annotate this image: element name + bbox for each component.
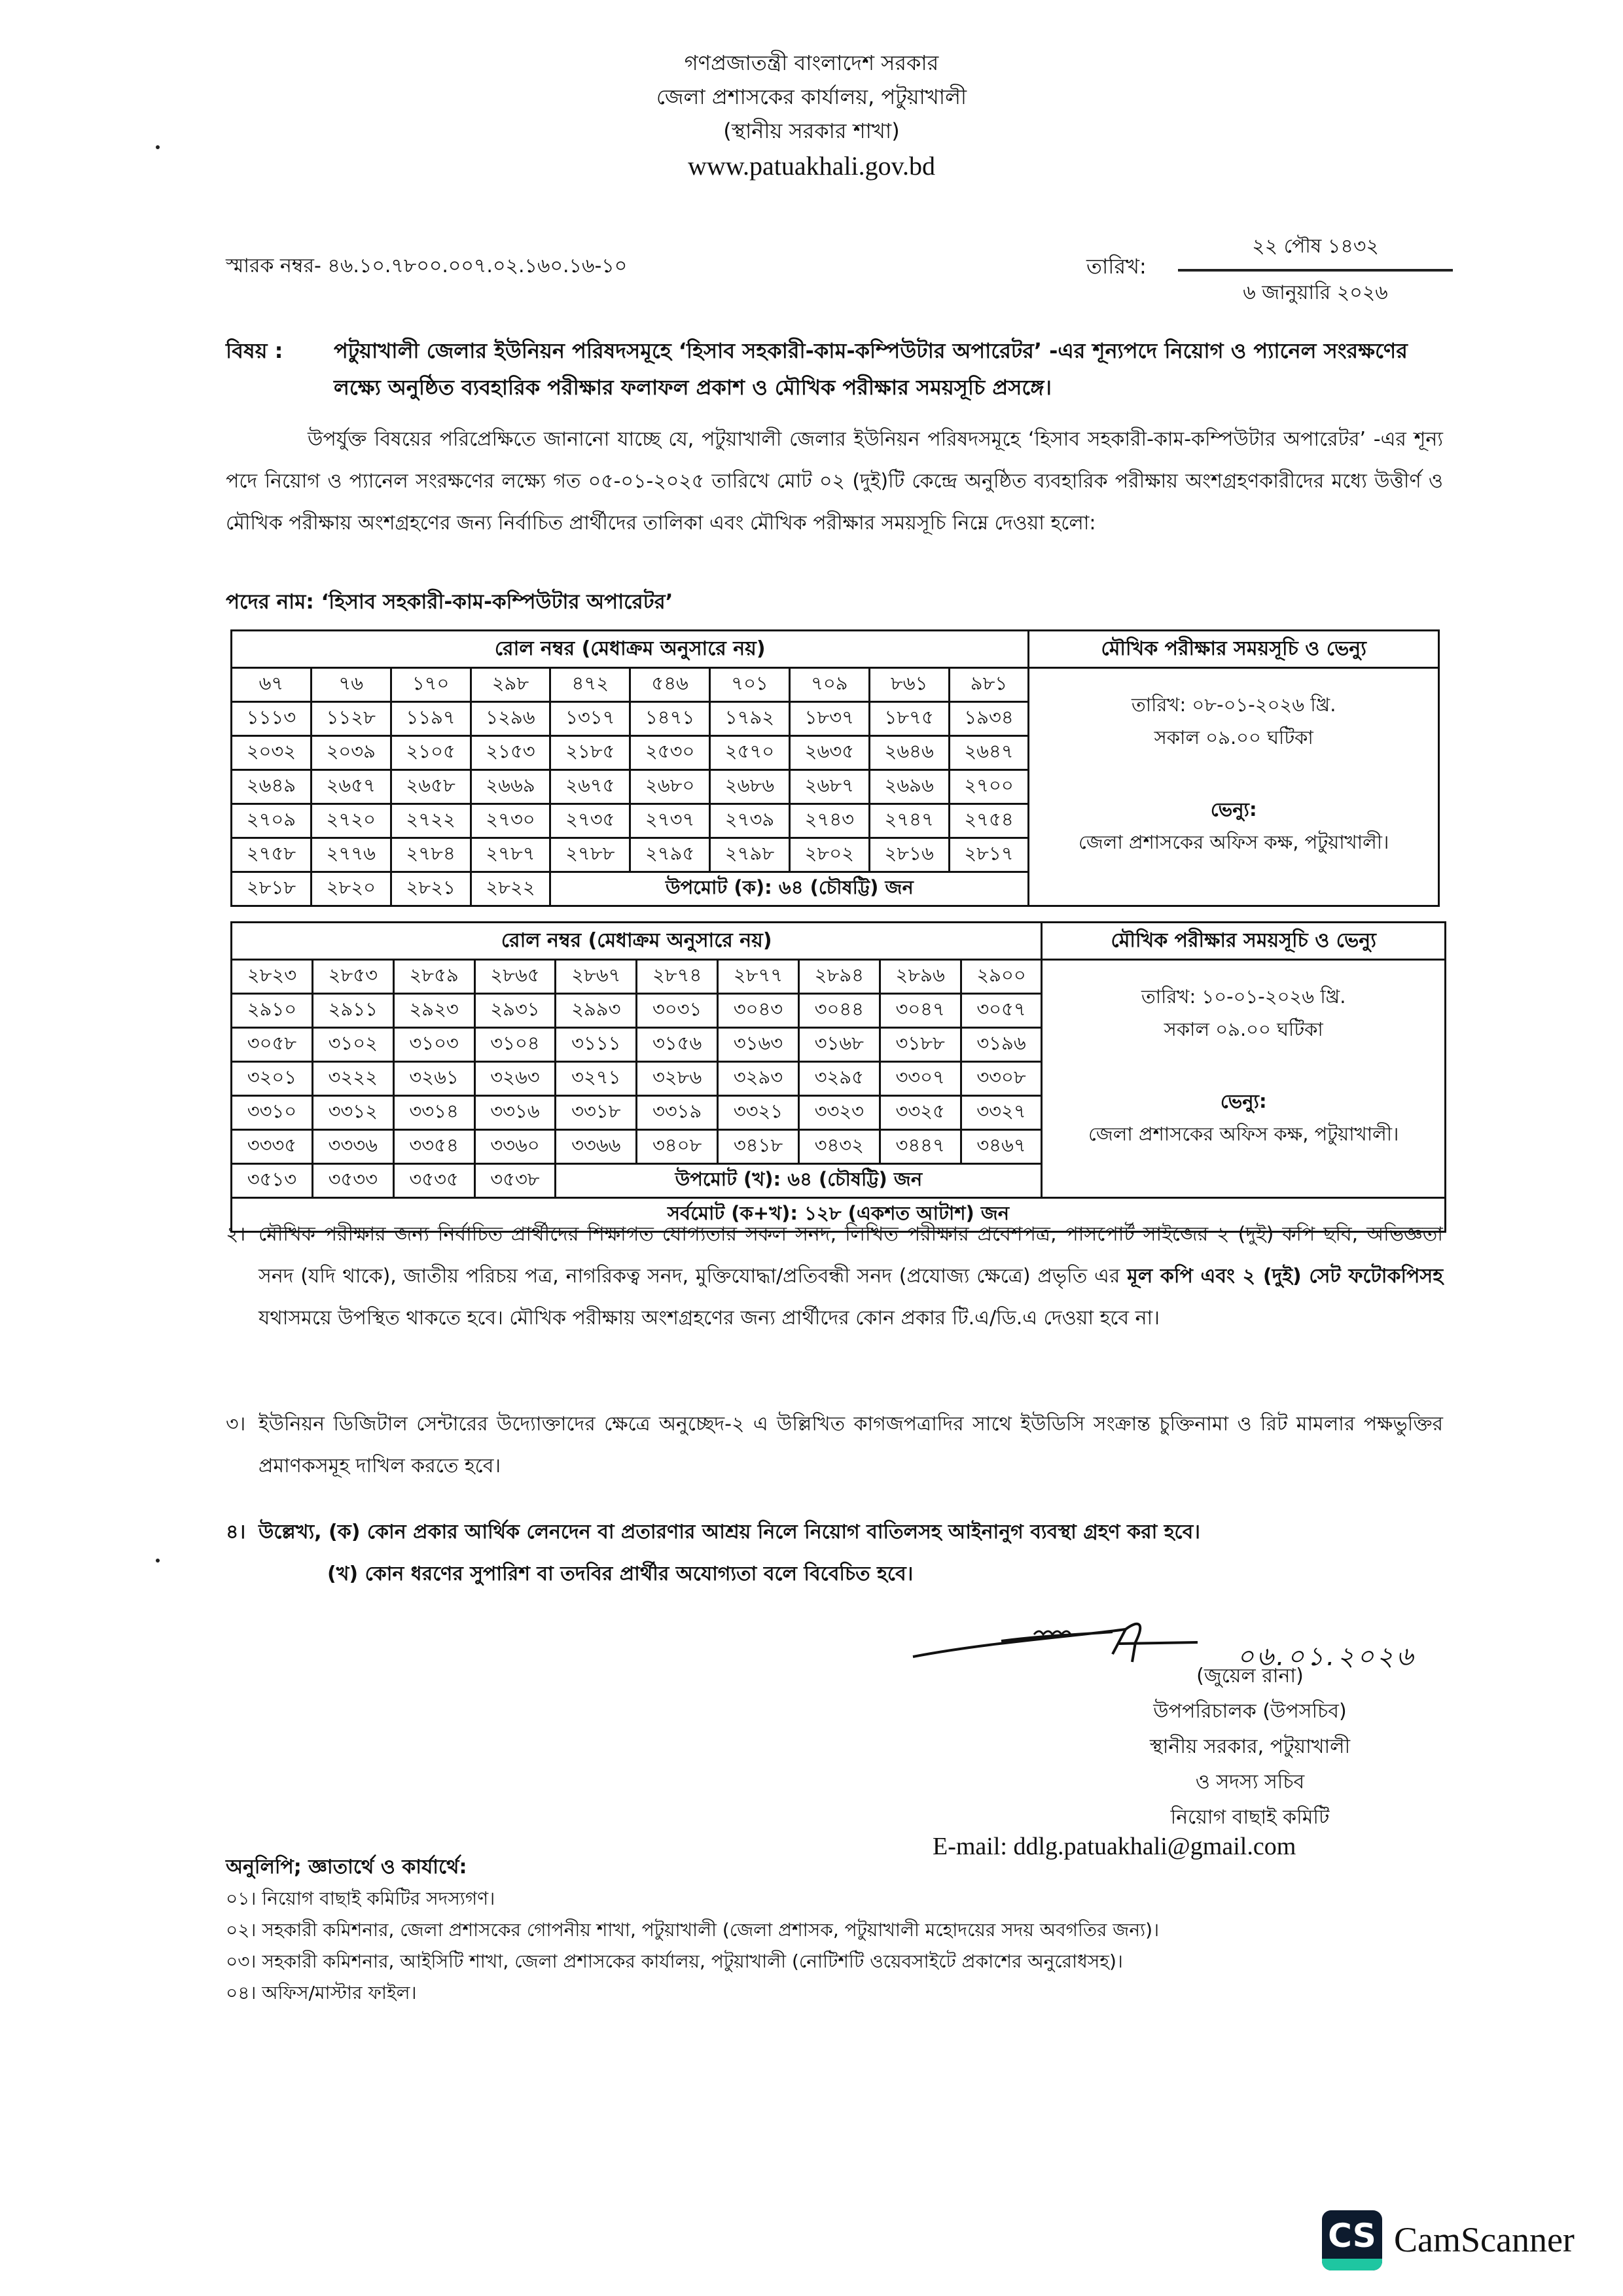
roll-cell: ২৭৩৯ xyxy=(710,804,790,838)
roll-cell: ২৯১০ xyxy=(232,994,313,1028)
roll-cell: ২০৩৯ xyxy=(311,736,391,770)
roll-cell: ৩৩৩৫ xyxy=(232,1130,313,1164)
roll-cell: ২৭৮৪ xyxy=(391,838,471,872)
roll-cell: ২৯৯৩ xyxy=(556,994,637,1028)
roll-cell: ৩৩১৮ xyxy=(556,1096,637,1130)
roll-cell: ৩৩২৫ xyxy=(880,1096,961,1130)
note-2 xyxy=(226,1214,1443,1339)
roll-cell: ২৫৩০ xyxy=(630,736,710,770)
venue: জেলা প্রশাসকের অফিস কক্ষ, পটুয়াখালী। xyxy=(1079,831,1389,853)
signer-office: স্থানীয় সরকার, পটুয়াখালী xyxy=(1149,1735,1351,1758)
roll-cell: ২৬৫৭ xyxy=(311,770,391,804)
subtotal-ka: উপমোট (ক): ৬৪ (চৌষট্টি) জন xyxy=(550,872,1029,906)
roll-cell: ২৮১৮ xyxy=(232,872,312,906)
roll-cell: ২৮৬৫ xyxy=(474,960,556,994)
roll-cell: ২৭০৯ xyxy=(232,804,312,838)
roll-cell: ২৮৫৯ xyxy=(393,960,474,994)
committee-name: নিয়োগ বাছাই কমিটি xyxy=(1170,1806,1330,1829)
subject-text: পটুয়াখালী জেলার ইউনিয়ন পরিষদসমূহে ‘হিসাব সহকারী-কাম-কম্পিউটার অপারেটর’ -এর শূন্যপদে নিয়োগ ও প্যানেল সংরক্ষণের লক্ষ্যে অনুষ্ঠিত ব্যবহারিক পরীক্ষার ফলাফল প্রকাশ ও মৌখিক পরীক্ষার সময়সূচি প্রসঙ্গে। xyxy=(334,338,1408,400)
schedule-header: মৌখিক পরীক্ষার সময়সূচি ও ভেন্যু xyxy=(1029,631,1439,668)
roll-cell: ২৭৩০ xyxy=(471,804,550,838)
schedule-cell xyxy=(1029,668,1439,906)
table-row xyxy=(232,960,1446,994)
roll-cell: ৩১৫৬ xyxy=(637,1028,718,1062)
roll-cell: ২০৩২ xyxy=(232,736,312,770)
roll-cell: ২৮৭৪ xyxy=(637,960,718,994)
roll-cell: ২৯১১ xyxy=(312,994,393,1028)
note-3-number: ৩। xyxy=(226,1413,246,1436)
roll-cell: ১৩১৭ xyxy=(550,702,630,736)
roll-cell: ৬৭ xyxy=(232,668,312,702)
roll-cell: ২৭৭৬ xyxy=(311,838,391,872)
roll-cell: ২৮০২ xyxy=(789,838,869,872)
note-2-body xyxy=(259,1214,1443,1339)
roll-cell: ৩১০৩ xyxy=(393,1028,474,1062)
note-2-number: ২। xyxy=(226,1223,246,1246)
roll-cell: ২৬৬৯ xyxy=(471,770,550,804)
cc-item: ০২। সহকারী কমিশনার, জেলা প্রশাসকের গোপনীয় শাখা, পটুয়াখালী (জেলা প্রশাসক, পটুয়াখালী মহোদয়ের সদয় অবগতির জন্য)। xyxy=(226,1919,1160,1941)
signer-name: (জুয়েল রানা) xyxy=(1196,1665,1304,1687)
interview-date: তারিখ: ১০-০১-২০২৬ খ্রি. xyxy=(1141,985,1346,1008)
roll-cell: ১১২৮ xyxy=(311,702,391,736)
subject xyxy=(226,332,1443,406)
branch-title: (স্থানীয় সরকার শাখা) xyxy=(723,118,900,143)
roll-cell: ৩৫৩৩ xyxy=(312,1164,393,1198)
roll-cell: ৩১১১ xyxy=(556,1028,637,1062)
roll-cell: ৩৫৩৫ xyxy=(393,1164,474,1198)
roll-cell: ৩২৬৩ xyxy=(474,1062,556,1096)
roll-cell: ২৮৭৭ xyxy=(718,960,799,994)
roll-cell: ২৭০০ xyxy=(949,770,1029,804)
date-bangla: ২২ পৌষ ১৪৩২ xyxy=(1252,235,1379,258)
roll-cell: ৩১০৪ xyxy=(474,1028,556,1062)
handwritten-date: ০৬.০১.২০২৬ xyxy=(1237,1642,1416,1672)
roll-cell: ৪৭২ xyxy=(550,668,630,702)
signer-designation: উপপরিচালক (উপসচিব) xyxy=(1153,1700,1347,1723)
roll-cell: ৩০৪৩ xyxy=(718,994,799,1028)
roll-cell: ৩২৯৫ xyxy=(798,1062,880,1096)
table-row xyxy=(232,668,1439,702)
roll-cell: ৩৪১৮ xyxy=(718,1130,799,1164)
date-divider xyxy=(1178,269,1453,272)
roll-cell: ২৯০০ xyxy=(961,960,1042,994)
note-4 xyxy=(226,1511,1443,1595)
note-4-number: ৪। xyxy=(226,1521,246,1544)
roll-cell: ২৯২৩ xyxy=(393,994,474,1028)
camscanner-logo-text: CS xyxy=(1328,2217,1376,2255)
roll-table-1 xyxy=(230,629,1440,907)
roll-header: রোল নম্বর (মেধাক্রম অনুসারে নয়) xyxy=(232,923,1042,960)
roll-cell: ২৮৫৩ xyxy=(312,960,393,994)
roll-cell: ৭৬ xyxy=(311,668,391,702)
roll-cell: ২৮৬৭ xyxy=(556,960,637,994)
roll-cell: ৩১০২ xyxy=(312,1028,393,1062)
roll-cell: ২৯৩১ xyxy=(474,994,556,1028)
government-title: গণপ্রজাতন্ত্রী বাংলাদেশ সরকার xyxy=(684,50,939,75)
roll-cell: ৩৩৬০ xyxy=(474,1130,556,1164)
roll-cell: ২৭৩৭ xyxy=(630,804,710,838)
note-2-text: মৌখিক পরীক্ষার জন্য নির্বাচিত প্রার্থীদের শিক্ষাগত যোগ্যতার সকল সনদ, লিখিত পরীক্ষার প্রবেশপত্র, পাসপোর্ট সাইজের ২ (দুই) কপি ছবি, অভিজ্ঞতা সনদ (যদি থাকে), জাতীয় পরিচয় পত্র, নাগরিকত্ব সনদ, মুক্তিযোদ্ধা/প্রতিবন্ধী সনদ (প্রযোজ্য ক্ষেত্রে) প্রভৃতি এর xyxy=(259,1223,1443,1288)
roll-cell: ২৭২২ xyxy=(391,804,471,838)
camscanner-brand: CamScanner xyxy=(1394,2220,1575,2259)
subject-label: বিষয় : xyxy=(226,338,283,363)
note-3 xyxy=(226,1404,1443,1487)
roll-cell: ৩০৪৪ xyxy=(798,994,880,1028)
schedule-header: মৌখিক পরীক্ষার সময়সূচি ও ভেন্যু xyxy=(1042,923,1446,960)
roll-cell: ২৭৯৮ xyxy=(710,838,790,872)
roll-cell: ২৬৯৬ xyxy=(869,770,949,804)
roll-cell: ৩৩১৬ xyxy=(474,1096,556,1130)
roll-cell: ৩৪৪৭ xyxy=(880,1130,961,1164)
roll-cell: ১১৯৭ xyxy=(391,702,471,736)
roll-cell: ১২৯৬ xyxy=(471,702,550,736)
roll-cell: ৫৪৬ xyxy=(630,668,710,702)
venue-label: ভেন্যু: xyxy=(1220,1090,1267,1112)
roll-cell: ১৭৯২ xyxy=(710,702,790,736)
cc-item: ০১। নিয়োগ বাছাই কমিটির সদস্যগণ। xyxy=(226,1888,495,1909)
office-title: জেলা প্রশাসকের কার্যালয়, পটুয়াখালী xyxy=(656,84,967,109)
roll-cell: ৩৩২৭ xyxy=(961,1096,1042,1130)
roll-cell: ৩১৯৬ xyxy=(961,1028,1042,1062)
scan-speck xyxy=(156,1559,160,1563)
roll-cell: ৩২৬১ xyxy=(393,1062,474,1096)
roll-cell: ২৭৪৩ xyxy=(789,804,869,838)
grand-total: সর্বমোট (ক+খ): ১২৮ (একশত আটাশ) জন xyxy=(232,1198,1446,1232)
signature-block xyxy=(1021,1659,1479,1835)
roll-cell: ৩৩৬৬ xyxy=(556,1130,637,1164)
roll-cell: ২৮২২ xyxy=(471,872,550,906)
roll-cell: ৩৩১২ xyxy=(312,1096,393,1130)
roll-cell: ২৭৯৫ xyxy=(630,838,710,872)
roll-cell: ৩২৯৩ xyxy=(718,1062,799,1096)
cc-title: অনুলিপি; জ্ঞাতার্থে ও কার্যার্থে: xyxy=(226,1856,467,1879)
roll-cell: ২৮১৬ xyxy=(869,838,949,872)
roll-cell: ৩৩১৯ xyxy=(637,1096,718,1130)
roll-cell: ৩৩৫৪ xyxy=(393,1130,474,1164)
roll-cell: ২৭৫৮ xyxy=(232,838,312,872)
camscanner-logo-accent xyxy=(1322,2259,1382,2270)
date-block xyxy=(1178,230,1453,310)
roll-cell: ১৮৭৫ xyxy=(869,702,949,736)
contact-email[interactable]: E-mail: ddlg.patuakhali@gmail.com xyxy=(933,1833,1296,1860)
roll-table-2 xyxy=(230,921,1446,1233)
roll-cell: ১১১৩ xyxy=(232,702,312,736)
roll-cell: ৩৪৩২ xyxy=(798,1130,880,1164)
interview-time: সকাল ০৯.০০ ঘটিকা xyxy=(1154,726,1313,749)
roll-cell: ২৬৭৫ xyxy=(550,770,630,804)
roll-cell: ৩৩০৮ xyxy=(961,1062,1042,1096)
roll-cell: ৩২৭১ xyxy=(556,1062,637,1096)
cc-item: ০৩। সহকারী কমিশনার, আইসিটি শাখা, জেলা প্রশাসকের কার্যালয়, পটুয়াখালী (নোটিশটি ওয়েবসাইটে প্রকাশের অনুরোধসহ)। xyxy=(226,1951,1123,1972)
date-label: তারিখ: xyxy=(1086,254,1147,279)
camscanner-logo-icon xyxy=(1322,2210,1382,2270)
roll-cell: ৩৩১০ xyxy=(232,1096,313,1130)
roll-cell: ৩২০১ xyxy=(232,1062,313,1096)
roll-cell: ২৭৮৮ xyxy=(550,838,630,872)
note-2-bold-text: মূল কপি এবং ২ (দুই) সেট ফটোকপিসহ xyxy=(1127,1265,1443,1288)
venue: জেলা প্রশাসকের অফিস কক্ষ, পটুয়াখালী। xyxy=(1088,1123,1399,1145)
roll-cell: ২৮২০ xyxy=(311,872,391,906)
roll-cell: ২৭২০ xyxy=(311,804,391,838)
roll-cell: ২৮২৩ xyxy=(232,960,313,994)
memo-number: স্মারক নম্বর- ৪৬.১০.৭৮০০.০০৭.০২.১৬০.১৬-১০ xyxy=(226,255,628,277)
schedule-cell xyxy=(1042,960,1446,1198)
roll-cell: ৩০৫৮ xyxy=(232,1028,313,1062)
roll-cell: ৮৬১ xyxy=(869,668,949,702)
roll-cell: ২৬৫৮ xyxy=(391,770,471,804)
roll-cell: ২৮৯৪ xyxy=(798,960,880,994)
roll-cell: ২৭৫৪ xyxy=(949,804,1029,838)
roll-cell: ১৪৭১ xyxy=(630,702,710,736)
roll-cell: ২১৮৫ xyxy=(550,736,630,770)
roll-cell: ১৭০ xyxy=(391,668,471,702)
roll-cell: ২১০৫ xyxy=(391,736,471,770)
roll-cell: ৩৩০৭ xyxy=(880,1062,961,1096)
roll-cell: ৯৮১ xyxy=(949,668,1029,702)
roll-cell: ৩১৬৩ xyxy=(718,1028,799,1062)
roll-cell: ৩০৫৭ xyxy=(961,994,1042,1028)
roll-cell: ২৭৪৭ xyxy=(869,804,949,838)
roll-cell: ২৬৪৬ xyxy=(869,736,949,770)
post-name: পদের নাম: ‘হিসাব সহকারী-কাম-কম্পিউটার অপারেটর’ xyxy=(226,590,673,614)
roll-cell: ৩০৩১ xyxy=(637,994,718,1028)
roll-cell: ৭০১ xyxy=(710,668,790,702)
note-2-text-end: যথাসময়ে উপস্থিত থাকতে হবে। মৌখিক পরীক্ষায় অংশগ্রহণের জন্য প্রার্থীদের কোন প্রকার টি.এ/ডি.এ দেওয়া হবে না। xyxy=(259,1307,1160,1330)
note-3-body: ইউনিয়ন ডিজিটাল সেন্টারের উদ্যোক্তাদের ক্ষেত্রে অনুচ্ছেদ-২ এ উল্লিখিত কাগজপত্রাদির সাথে ইউডিসি সংক্রান্ত চুক্তিনামা ও রিট মামলার পক্ষভুক্তির প্রমাণকসমূহ দাখিল করতে হবে। xyxy=(259,1413,1443,1477)
subtotal-kha: উপমোট (খ): ৬৪ (চৌষট্টি) জন xyxy=(556,1164,1042,1198)
roll-cell: ২৬৪৯ xyxy=(232,770,312,804)
roll-cell: ৩৫৩৮ xyxy=(474,1164,556,1198)
website-link[interactable]: www.patuakhali.gov.bd xyxy=(687,151,936,181)
letterhead xyxy=(0,46,1623,185)
roll-cell: ৩৪৬৭ xyxy=(961,1130,1042,1164)
roll-cell: ৩০৪৭ xyxy=(880,994,961,1028)
roll-cell: ৩৩২৩ xyxy=(798,1096,880,1130)
roll-cell: ৩২২২ xyxy=(312,1062,393,1096)
roll-cell: ২৭৮৭ xyxy=(471,838,550,872)
roll-cell: ১৯৩৪ xyxy=(949,702,1029,736)
interview-time: সকাল ০৯.০০ ঘটিকা xyxy=(1164,1018,1323,1040)
intro-paragraph: উপর্যুক্ত বিষয়ের পরিপ্রেক্ষিতে জানানো যাচ্ছে যে, পটুয়াখালী জেলার ইউনিয়ন পরিষদসমূহে ‘হিসাব সহকারী-কাম-কম্পিউটার অপারেটর’ -এর শূন্য পদে নিয়োগ ও প্যানেল সংরক্ষণের লক্ষ্যে গত ০৫-০১-২০২৫ তারিখে মোট ০২ (দুই)টি কেন্দ্রে অনুষ্ঠিত ব্যবহারিক পরীক্ষায় অংশগ্রহণকারীদের মধ্যে উত্তীর্ণ ও মৌখিক পরীক্ষায় অংশগ্রহণের জন্য নির্বাচিত প্রার্থীদের তালিকা এবং মৌখিক পরীক্ষার সময়সূচি নিম্নে দেওয়া হলো: xyxy=(226,428,1443,535)
roll-cell: ৩৩৩৬ xyxy=(312,1130,393,1164)
roll-cell: ৭০৯ xyxy=(789,668,869,702)
roll-cell: ২৬৩৫ xyxy=(789,736,869,770)
note-4b: (খ) কোন ধরণের সুপারিশ বা তদবির প্রার্থীর অযোগ্যতা বলে বিবেচিত হবে। xyxy=(327,1563,914,1585)
roll-cell: ২৬৪৭ xyxy=(949,736,1029,770)
roll-cell: ২৬৮০ xyxy=(630,770,710,804)
note-4a: উল্লেখ্য, (ক) কোন প্রকার আর্থিক লেনদেন বা প্রতারণার আশ্রয় নিলে নিয়োগ বাতিলসহ আইনানুগ ব্যবস্থা গ্রহণ করা হবে। xyxy=(259,1521,1201,1544)
roll-cell: ৩৩২১ xyxy=(718,1096,799,1130)
cc-list xyxy=(226,1852,1159,2009)
roll-cell: ৩১৬৮ xyxy=(798,1028,880,1062)
venue-label: ভেন্যু: xyxy=(1210,798,1257,821)
roll-cell: ২৮১৭ xyxy=(949,838,1029,872)
roll-cell: ১৮৩৭ xyxy=(789,702,869,736)
roll-cell: ২৬৮৭ xyxy=(789,770,869,804)
date-gregorian: ৬ জানুয়ারি ২০২৬ xyxy=(1243,281,1388,304)
roll-cell: ২৫৭০ xyxy=(710,736,790,770)
roll-cell: ২৭৩৫ xyxy=(550,804,630,838)
interview-date: তারিখ: ০৮-০১-২০২৬ খ্রি. xyxy=(1131,694,1336,716)
roll-cell: ৩৪০৮ xyxy=(637,1130,718,1164)
roll-header: রোল নম্বর (মেধাক্রম অনুসারে নয়) xyxy=(232,631,1029,668)
roll-cell: ৩৫১৩ xyxy=(232,1164,313,1198)
signer-role: ও সদস্য সচিব xyxy=(1195,1771,1305,1793)
roll-cell: ৩১৮৮ xyxy=(880,1028,961,1062)
roll-cell: ২৮৯৬ xyxy=(880,960,961,994)
roll-cell: ২৬৮৬ xyxy=(710,770,790,804)
scan-speck xyxy=(156,145,160,149)
roll-cell: ২৯৮ xyxy=(471,668,550,702)
roll-cell: ২৮২১ xyxy=(391,872,471,906)
roll-cell: ৩৩১৪ xyxy=(393,1096,474,1130)
roll-cell: ২১৫৩ xyxy=(471,736,550,770)
cc-item: ০৪। অফিস/মাস্টার ফাইল। xyxy=(226,1982,417,2004)
roll-cell: ৩২৮৬ xyxy=(637,1062,718,1096)
